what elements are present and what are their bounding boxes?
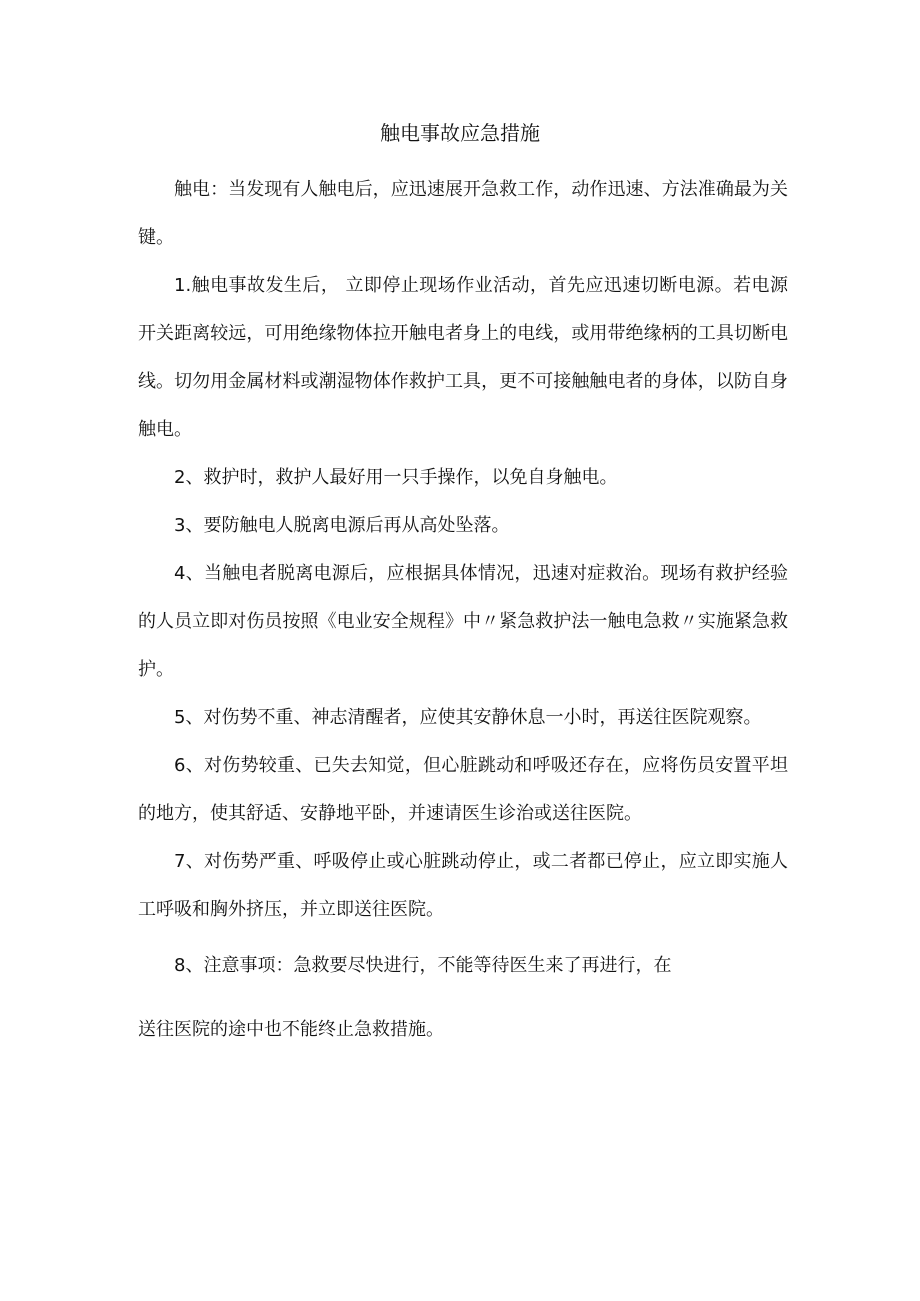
paragraph-step-4: 4、当触电者脱离电源后，应根据具体情况，迅速对症救治。现场有救护经验的人员立即对伤员按照《电业安全规程》中〃紧急救护法一触电急救〃实施紧急救护。 xyxy=(138,563,788,680)
paragraph-step-8-line-1: 8、注意事项：急救要尽快进行，不能等待医生来了再进行，在 xyxy=(174,955,672,976)
paragraph-intro: 触电：当发现有人触电后，应迅速展开急救工作，动作迅速、方法准确最为关键。 xyxy=(138,179,788,248)
paragraph-step-8 xyxy=(138,934,788,1062)
paragraph-step-7: 7、对伤势严重、呼吸停止或心脏跳动停止，或二者都已停止，应立即实施人工呼吸和胸外挤压，并立即送往医院。 xyxy=(138,851,788,920)
paragraph-step-6: 6、对伤势较重、已失去知觉，但心脏跳动和呼吸还存在，应将伤员安置平坦的地方，使其舒适、安静地平卧，并速请医生诊治或送往医院。 xyxy=(138,755,788,824)
paragraph-step-3: 3、要防触电人脱离电源后再从高处坠落。 xyxy=(174,515,510,536)
paragraph-step-1: 1.触电事故发生后， 立即停止现场作业活动，首先应迅速切断电源。若电源开关距离较远，可用绝缘物体拉开触电者身上的电线，或用带绝缘柄的工具切断电线。切勿用金属材料或潮湿物体作救护工具，更不可接触触电者的身体，以防自身触电。 xyxy=(138,275,788,440)
paragraph-step-2: 2、救护时，救护人最好用一只手操作，以免自身触电。 xyxy=(174,467,618,488)
document-body xyxy=(138,166,788,1062)
paragraph-step-8-line-2: 送往医院的途中也不能终止急救措施。 xyxy=(138,1019,444,1040)
document-title: 触电事故应急措施 xyxy=(380,121,540,145)
paragraph-step-5: 5、对伤势不重、神志清醒者，应使其安静休息一小时，再送往医院观察。 xyxy=(174,707,762,728)
